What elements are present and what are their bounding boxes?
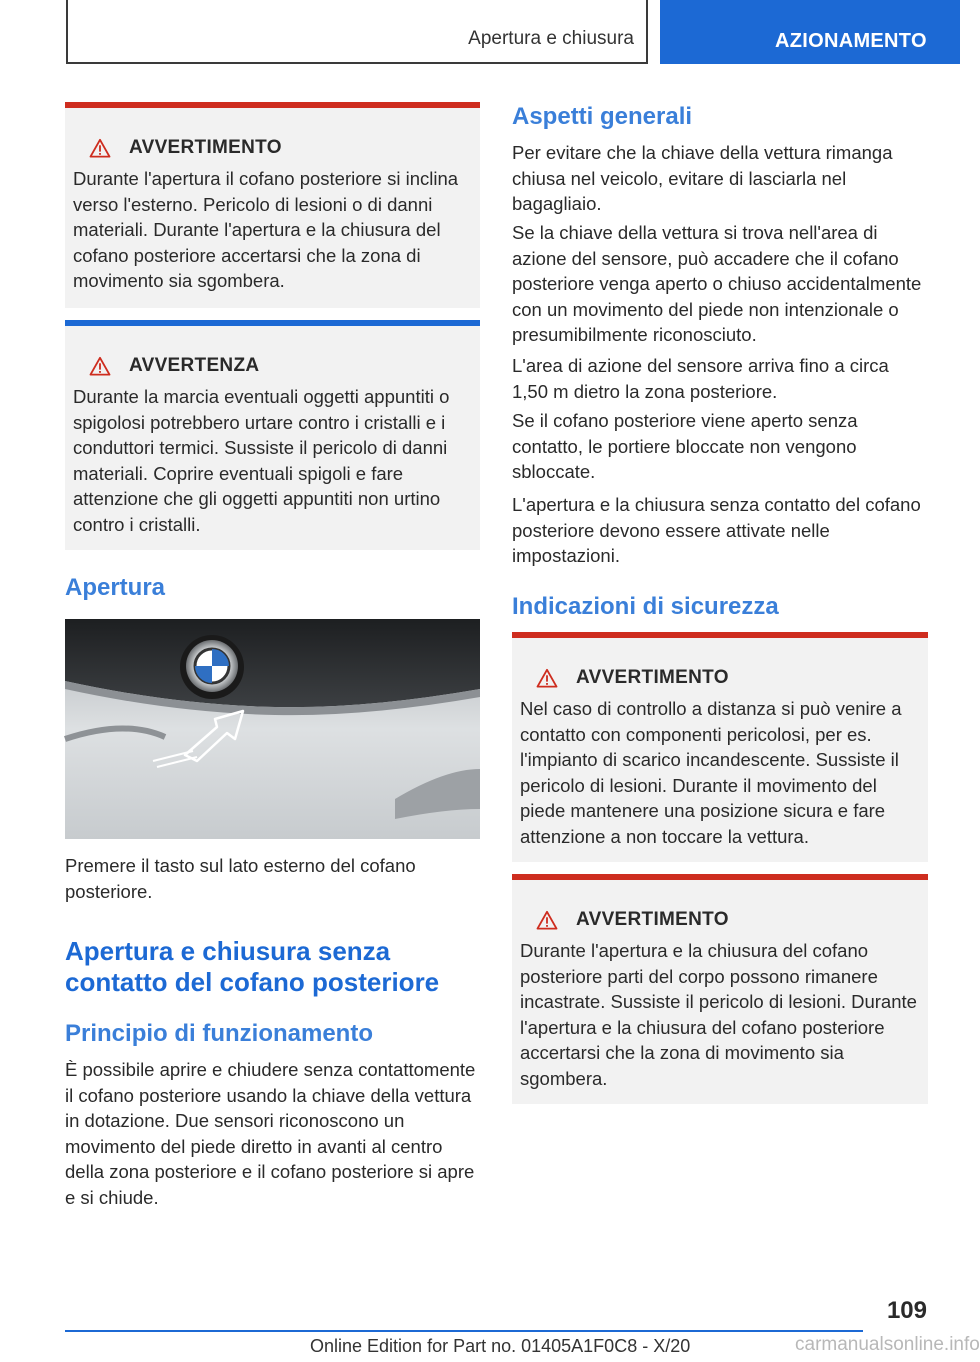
warning-text: Durante l'apertura e la chiusura del cofano posteriore parti del corpo possono rimanere incastrate. Sussiste il pericolo di lesioni. Durante l'apertura e la chiusura del cofano posteriore accertarsi che la zona di movimento sia sgombera.	[520, 940, 917, 1089]
notice-title: AVVERTENZA	[129, 355, 260, 376]
photo-caption: Premere il tasto sul lato esterno del cofano posteriore.	[65, 855, 416, 902]
header-section-box	[66, 0, 648, 64]
warning-triangle-icon	[89, 138, 111, 158]
tailgate-button-photo	[65, 619, 480, 839]
aspetti-paragraph-2: Se la chiave della vettura si trova nell'area di azione del sensore, può accadere che il cofano posteriore venga aperto o chiuso accidentalmente con un movimento del piede non intenzionale o presumibilmente riconosciuto.	[512, 222, 922, 346]
aspetti-paragraph-4: Se il cofano posteriore viene aperto senza contatto, le portiere bloccate non vengono sbloccate.	[512, 410, 858, 483]
warning-text: Durante l'apertura il cofano posteriore si inclina verso l'esterno. Pericolo di lesioni o di danni materiali. Durante l'apertura e la chiusura del cofano posteriore accertarsi che la zona di movimento sia sgombera.	[73, 168, 459, 292]
footer-divider	[65, 1330, 863, 1332]
warning-triangle-icon	[536, 668, 558, 688]
warning-box-hot-exhaust	[512, 632, 928, 862]
footer-edition: Online Edition for Part no. 01405A1F0C8 - X/20	[310, 1336, 691, 1356]
heading-apertura: Apertura	[65, 574, 166, 601]
heading-sicurezza: Indicazioni di sicurezza	[512, 593, 779, 620]
page-number: 109	[886, 1297, 927, 1324]
warning-text: Nel caso di controllo a distanza si può venire a contatto con componenti pericolosi, per es. l'impianto di scarico incandescente. Sussiste il pericolo di lesioni. Durante il movimento del piede mantenere una posizione sicura e fare attenzione a non toccare la vettura.	[520, 698, 902, 847]
warning-triangle-icon	[89, 356, 111, 376]
heading-contactless-tailgate: Apertura e chiusura senza contatto del cofano posteriore	[65, 936, 440, 997]
warning-box-opening	[65, 102, 480, 308]
warning-box-pinching	[512, 874, 928, 1104]
aspetti-paragraph-3: L'area di azione del sensore arriva fino a circa 1,50 m dietro la zona posteriore.	[512, 355, 889, 402]
warning-triangle-icon	[536, 910, 558, 930]
warning-title: AVVERTIMENTO	[576, 667, 729, 688]
warning-title: AVVERTIMENTO	[576, 909, 729, 930]
warning-title: AVVERTIMENTO	[129, 137, 282, 158]
heading-principio: Principio di funzionamento	[65, 1020, 373, 1047]
header-section-title: Apertura e chiusura	[468, 28, 634, 49]
footer-watermark[interactable]: carmanualsonline.info	[795, 1334, 980, 1355]
tailgate-illustration	[65, 619, 480, 839]
aspetti-paragraph-5: L'apertura e la chiusura senza contatto del cofano posteriore devono essere attivate nelle impostazioni.	[512, 494, 921, 567]
heading-aspetti-generali: Aspetti generali	[512, 103, 693, 130]
notice-box-glass	[65, 320, 480, 550]
header-chapter-tab[interactable]	[660, 0, 960, 64]
aspetti-paragraph-1: Per evitare che la chiave della vettura rimanga chiusa nel veicolo, evitare di lasciarla nel bagagliaio.	[512, 142, 893, 215]
notice-text: Durante la marcia eventuali oggetti appuntiti o spigolosi potrebbero urtare contro i cristalli e i conduttori termici. Sussiste il pericolo di danni materiali. Coprire eventuali spigoli e fare attenzione che gli oggetti appuntiti non urtino contro i cristalli.	[73, 386, 450, 535]
principio-paragraph: È possibile aprire e chiudere senza contattomente il cofano posteriore usando la chiave della vettura in dotazione. Due sensori riconoscono un movimento del piede diretto in avanti al centro della zona posteriore e il cofano posteriore si apre e si chiude.	[65, 1059, 476, 1208]
header-chapter-title: AZIONAMENTO	[775, 30, 927, 52]
